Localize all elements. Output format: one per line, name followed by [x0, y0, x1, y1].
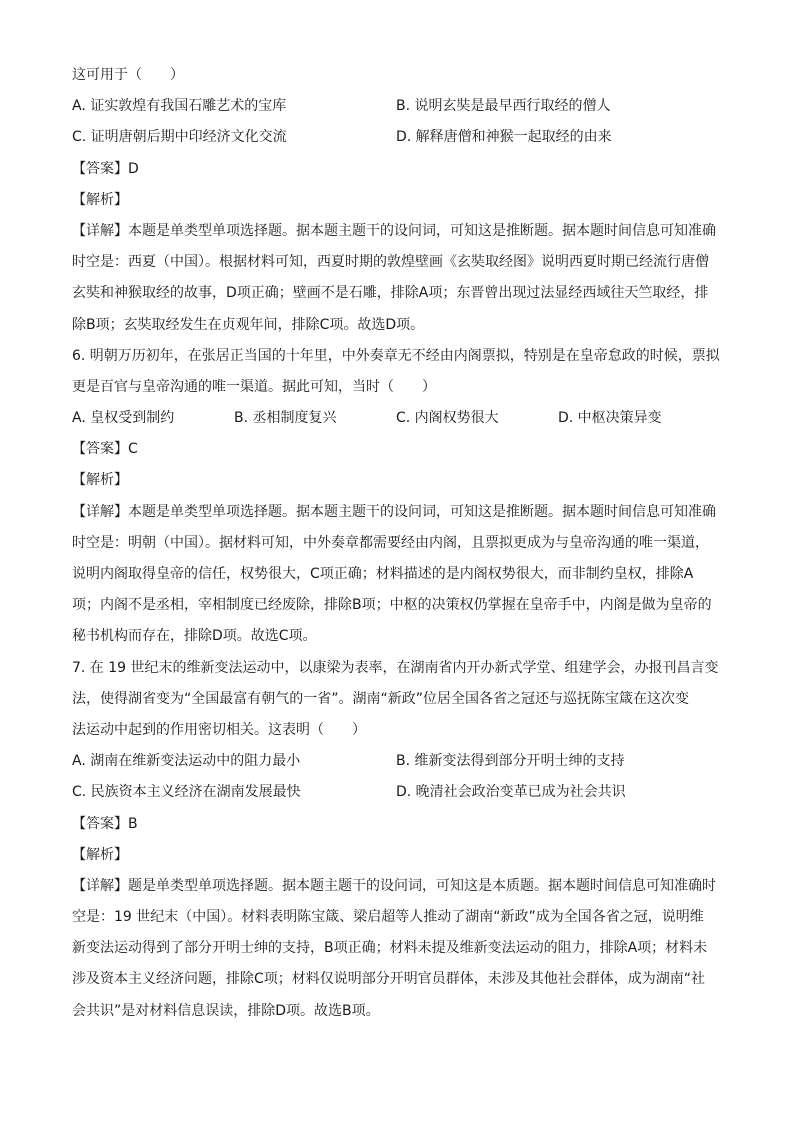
q5-option-a: A. 证实敦煌有我国石雕艺术的宝库	[72, 98, 287, 115]
q5-detail-line: 除B项；玄奘取经发生在贞观年间，排除C项。故选D项。	[72, 316, 425, 333]
q5-analysis-label: 【解析】	[72, 191, 128, 208]
q6-analysis-label: 【解析】	[72, 472, 128, 489]
q6-detail-line: 时空是：明朝（中国）。据材料可知，中外奏章都需要经由内阁，且票拟更成为与皇帝沟通的唯一渠道，	[72, 534, 709, 551]
q6-detail-line: 项；内阁不是丞相，宰相制度已经废除，排除B项；中枢的决策权仍掌握在皇帝手中，内阁是做为皇帝的	[72, 597, 712, 614]
q7-stem-line: 法运动中起到的作用密切相关。这表明（ ）	[72, 721, 366, 738]
q5-option-d: D. 解释唐僧和神猴一起取经的由来	[396, 129, 612, 146]
q7-detail-line: 会共识”是对材料信息误读，排除D项。故选B项。	[72, 1002, 380, 1019]
q5-stem-tail: 这可用于（ ）	[72, 67, 184, 83]
document-page	[72, 60, 727, 1027]
q5-answer: 【答案】D	[72, 160, 139, 177]
q7-stem-line: 法，使得湖省变为“全国最富有朝气的一省”。湖南“新政”位居全国各省之冠还与巡抚陈宝箴在这次变	[72, 690, 690, 707]
q7-detail-line: 新变法运动得到了部分开明士绅的支持，B项正确；材料未提及维新变法运动的阻力，排除A项；材料未	[72, 940, 708, 957]
q5-detail-line: 时空是：西夏（中国）。根据材料可知，西夏时期的敦煌壁画《玄奘取经图》说明西夏时期已经流行唐僧	[72, 254, 709, 271]
q7-option-a: A. 湖南在维新变法运动中的阻力最小	[72, 753, 301, 770]
q7-option-d: D. 晚清社会政治变革已成为社会共识	[396, 784, 626, 801]
q7-detail-line: 涉及资本主义经济问题，排除C项；材料仅说明部分开明官员群体，未涉及其他社会群体，成为湖南“社	[72, 971, 706, 988]
q7-stem-line: 7. 在 19 世纪末的维新变法运动中，以康梁为表率，在湖南省内开办新式学堂、组建学会，办报刊昌言变	[72, 659, 719, 676]
q5-options-row-2	[72, 122, 727, 153]
q6-option-c: C. 内阁权势很大	[396, 410, 499, 427]
q7-analysis-label: 【解析】	[72, 846, 128, 863]
q6-stem-line: 6. 明朝万历初年，在张居正当国的十年里，中外奏章无不经由内阁票拟，特别是在皇帝怠政的时候，票拟	[72, 347, 720, 364]
q6-detail-line: 秘书机构而存在，排除D项。故选C项。	[72, 628, 317, 645]
q6-answer: 【答案】C	[72, 441, 138, 458]
q6-stem-line: 更是百官与皇帝沟通的唯一渠道。据此可知，当时（ ）	[72, 378, 436, 395]
q6-options-row	[72, 403, 727, 434]
q5-option-b: B. 说明玄奘是最早西行取经的僧人	[396, 98, 611, 115]
q7-option-c: C. 民族资本主义经济在湖南发展最快	[72, 784, 301, 801]
q7-detail-line: 空是：19 世纪末（中国）。材料表明陈宝箴、梁启超等人推动了湖南“新政”成为全国各省之冠，说明维	[72, 909, 704, 926]
q6-option-d: D. 中枢决策异变	[558, 410, 662, 427]
q5-detail-line: 【详解】本题是单类型单项选择题。据本题主题干的设问词，可知这是推断题。据本题时间信息可知准确	[72, 222, 716, 239]
q6-option-a: A. 皇权受到制约	[72, 410, 175, 427]
q7-options-row-2	[72, 777, 727, 808]
q6-option-b: B. 丞相制度复兴	[234, 410, 337, 427]
q6-detail-line: 【详解】本题是单类型单项选择题。据本题主题干的设问词，可知这是推断题。据本题时间信息可知准确	[72, 503, 716, 520]
q5-detail-line: 玄奘和神猴取经的故事，D项正确；壁画不是石雕，排除A项；东晋曾出现过法显经西域往天竺取经，排	[72, 285, 709, 302]
q5-options-row-1	[72, 91, 727, 122]
q5-option-c: C. 证明唐朝后期中印经济文化交流	[72, 129, 287, 146]
q6-detail-line: 说明内阁取得皇帝的信任，权势很大，C项正确；材料描述的是内阁权势很大，而非制约皇权，排除A	[72, 566, 694, 582]
q7-option-b: B. 维新变法得到部分开明士绅的支持	[396, 753, 625, 770]
q7-detail-line: 【详解】题是单类型单项选择题。据本题主题干的设问词，可知这是本质题。据本题时间信息可知准确时	[72, 877, 716, 894]
q7-options-row-1	[72, 746, 727, 777]
q7-answer: 【答案】B	[72, 815, 138, 832]
